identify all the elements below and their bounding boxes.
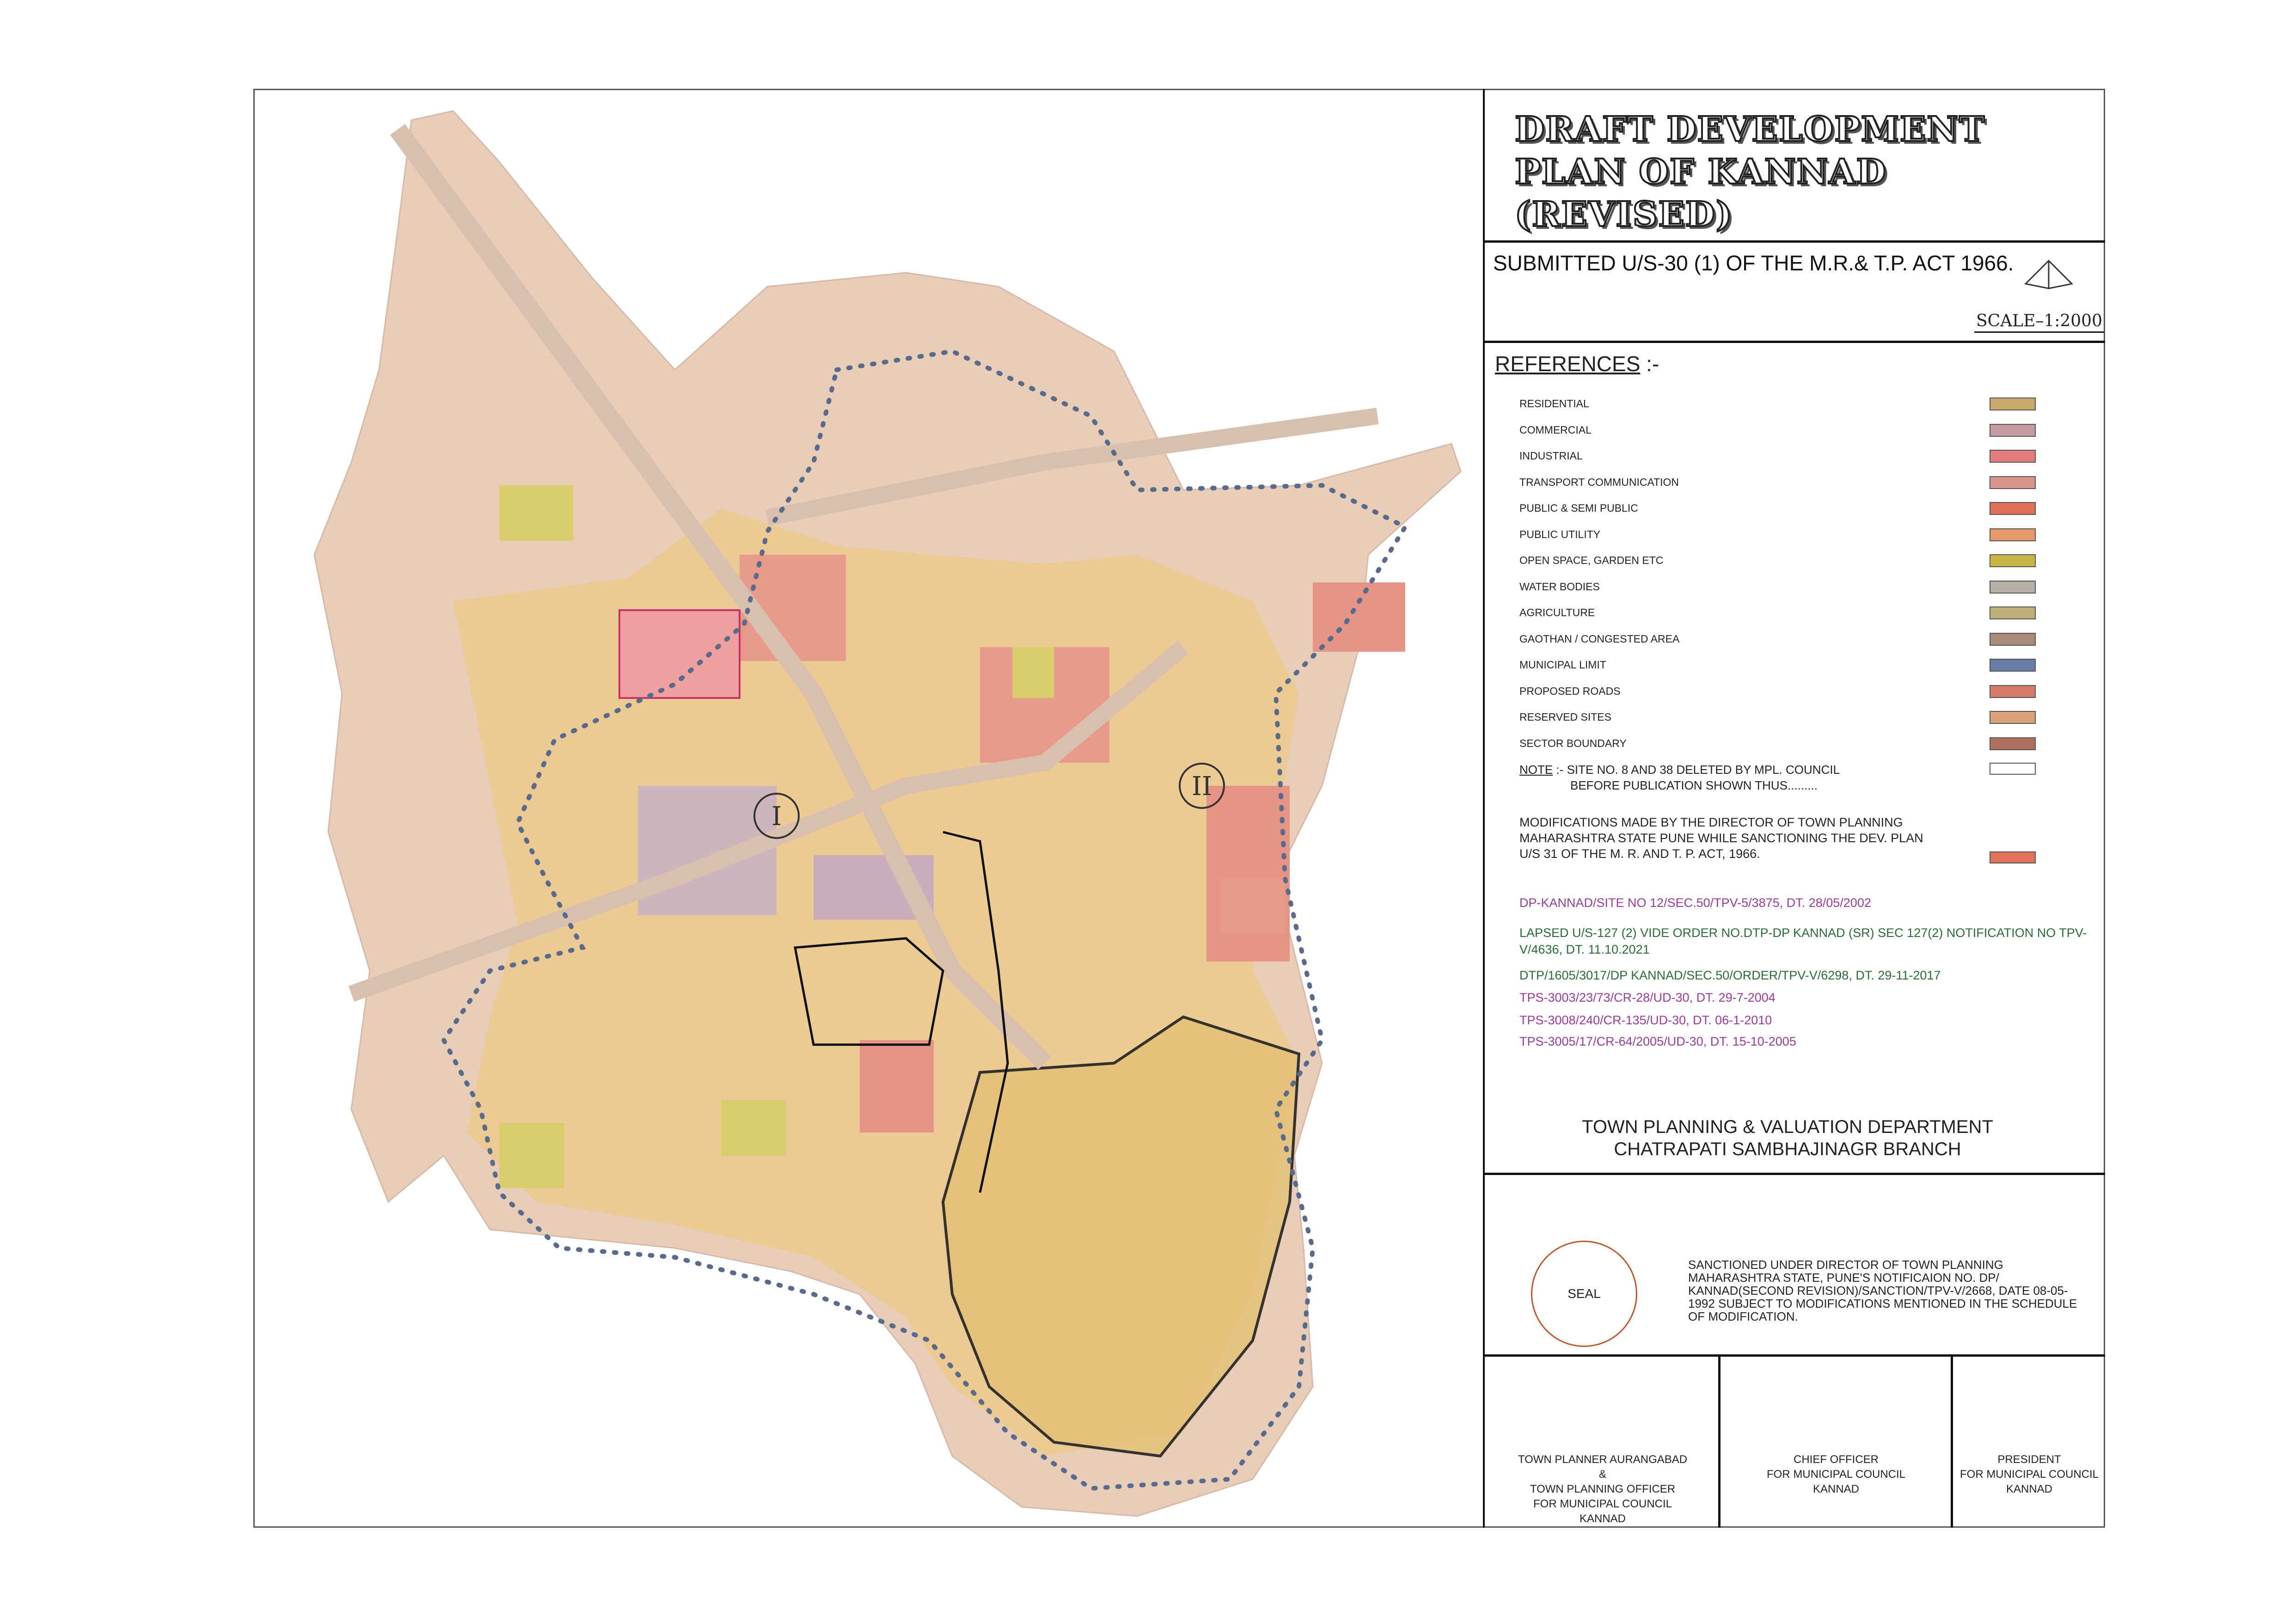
public-block xyxy=(1220,878,1285,934)
title-line-3: (REVISED) xyxy=(1515,195,1733,234)
order-reference: TPS-3003/23/73/CR-28/UD-30, DT. 29-7-2004 xyxy=(1519,991,1776,1004)
order-reference: DP-KANNAD/SITE NO 12/SEC.50/TPV-5/3875, DT. 28/05/2002 xyxy=(1519,896,1871,910)
legend-label: COMMERCIAL xyxy=(1519,423,1592,436)
branch-name: CHATRAPATI SAMBHAJINAGR BRANCH xyxy=(1614,1139,1961,1159)
legend-item xyxy=(1519,476,2028,490)
note: NOTE :- SITE NO. 8 AND 38 DELETED BY MPL. COUNCIL BEFORE PUBLICATION SHOWN THUS......... xyxy=(1519,763,1840,792)
legend-swatch xyxy=(1990,633,2036,646)
department-name: TOWN PLANNING & VALUATION DEPARTMENT xyxy=(1582,1117,1993,1137)
legend-swatch xyxy=(1990,528,2036,541)
legend-item xyxy=(1519,502,2028,516)
sector-label-2: II xyxy=(1191,771,1212,802)
legend-item xyxy=(1519,554,2028,568)
title-line-2: PLAN OF KANNAD xyxy=(1515,152,1887,192)
legend-label: INDUSTRIAL xyxy=(1519,450,1583,462)
plan-title xyxy=(1515,108,2093,236)
legend-label: PROPOSED ROADS xyxy=(1519,685,1621,697)
open-space xyxy=(499,1123,564,1188)
submitted-note: SUBMITTED U/S-30 (1) OF THE M.R.& T.P. ACT 1966. xyxy=(1493,251,2014,275)
divider xyxy=(1485,1173,2105,1175)
legend-swatch xyxy=(1990,711,2036,724)
modifications-note: MODIFICATIONS MADE BY THE DIRECTOR OF TOWN PLANNING MAHARASHTRA STATE PUNE WHILE SANCTIONING THE DEV. PLAN U/S 31 OF THE M. R. AND T. P. ACT, 1966. xyxy=(1519,815,1923,861)
modifications-swatch xyxy=(1990,851,2036,863)
legend-swatch xyxy=(1990,685,2036,698)
legend-swatch xyxy=(1990,659,2036,672)
legend-swatch xyxy=(1990,737,2036,750)
order-reference: DTP/1605/3017/DP KANNAD/SEC.50/ORDER/TPV-V/6298, DT. 29-11-2017 xyxy=(1519,968,1941,982)
divider xyxy=(1485,1354,2105,1357)
legend-swatch xyxy=(1990,606,2036,619)
legend-item xyxy=(1519,581,2028,594)
order-reference: TPS-3005/17/CR-64/2005/UD-30, DT. 15-10-2005 xyxy=(1519,1034,1796,1048)
legend-item xyxy=(1519,424,2028,438)
legend-item xyxy=(1519,659,2028,673)
sanction-text: SANCTIONED UNDER DIRECTOR OF TOWN PLANNING MAHARASHTRA STATE, PUNE'S NOTIFICAION NO. DP/ KANNAD(SECOND REVISION)/SANCTION/TPV-V/2668, DATE 08-05-1992 SUBJECT TO MODIFICATIONS MENTIONED IN THE SCHEDULE OF MODIFICATION. xyxy=(1688,1258,2077,1323)
department-block xyxy=(1568,1116,2007,1160)
seal: SEAL xyxy=(1531,1241,1637,1347)
legend-item xyxy=(1519,606,2028,620)
legend-label: SECTOR BOUNDARY xyxy=(1519,737,1627,749)
open-space xyxy=(721,1100,786,1156)
open-space xyxy=(499,485,573,541)
legend-swatch xyxy=(1990,554,2036,567)
legend-item xyxy=(1519,528,2028,542)
sector-label-1: I xyxy=(771,802,782,832)
legend-swatch xyxy=(1990,398,2036,410)
signatory-chief-officer: CHIEF OFFICER FOR MUNICIPAL COUNCIL KANNAD xyxy=(1766,1453,1906,1495)
signatory-town-planner: TOWN PLANNER AURANGABAD & TOWN PLANNING OFFICER FOR MUNICIPAL COUNCIL KANNAD xyxy=(1518,1453,1688,1525)
legend-swatch xyxy=(1990,450,2036,463)
divider xyxy=(1485,240,2105,243)
north-arrow-icon xyxy=(2021,256,2076,293)
public-block xyxy=(1206,786,1290,961)
title-block xyxy=(1483,89,2105,1528)
legend-label: TRANSPORT COMMUNICATION xyxy=(1519,476,1679,488)
legend-label: PUBLIC UTILITY xyxy=(1519,528,1601,540)
note-swatch xyxy=(1990,763,2036,775)
scale-label: SCALE–1:2000 xyxy=(1974,312,2104,333)
legend-label: WATER BODIES xyxy=(1519,580,1600,593)
order-reference: LAPSED U/S-127 (2) VIDE ORDER NO.DTP-DP KANNAD (SR) SEC 127(2) NOTIFICATION NO TPV-V/4636, DT. 11.10.2021 xyxy=(1519,926,2087,956)
legend-swatch xyxy=(1990,424,2036,437)
order-reference: TPS-3008/240/CR-135/UD-30, DT. 06-1-2010 xyxy=(1519,1013,1772,1027)
legend-label: OPEN SPACE, GARDEN ETC xyxy=(1519,554,1664,566)
legend-item xyxy=(1519,398,2028,411)
legend-swatch xyxy=(1990,581,2036,594)
legend-item xyxy=(1519,450,2028,464)
signatory-president: PRESIDENT FOR MUNICIPAL COUNCIL KANNAD xyxy=(1959,1453,2099,1495)
legend-label: MUNICIPAL LIMIT xyxy=(1519,659,1606,671)
open-space xyxy=(1012,647,1054,698)
public-block xyxy=(860,1040,934,1132)
legend-swatch xyxy=(1990,502,2036,515)
divider xyxy=(1951,1355,1953,1528)
industrial-hatch xyxy=(619,610,740,698)
references-heading: REFERENCES :- xyxy=(1495,352,1659,376)
legend-label: RESIDENTIAL xyxy=(1519,398,1589,410)
legend-label: GAOTHAN / CONGESTED AREA xyxy=(1519,632,1680,645)
legend-item xyxy=(1519,737,2028,751)
legend-label: AGRICULTURE xyxy=(1519,606,1595,618)
legend-label: RESERVED SITES xyxy=(1519,711,1611,723)
legend-item xyxy=(1519,633,2028,647)
public-block xyxy=(1313,582,1405,652)
legend-swatch xyxy=(1990,476,2036,489)
divider xyxy=(1718,1355,1720,1528)
divider xyxy=(1485,341,2105,343)
legend-item xyxy=(1519,685,2028,699)
legend-item xyxy=(1519,711,2028,725)
title-line-1: DRAFT DEVELOPMENT xyxy=(1515,110,1986,149)
development-plan-map[interactable] xyxy=(259,92,1484,1523)
legend-label: PUBLIC & SEMI PUBLIC xyxy=(1519,502,1638,514)
